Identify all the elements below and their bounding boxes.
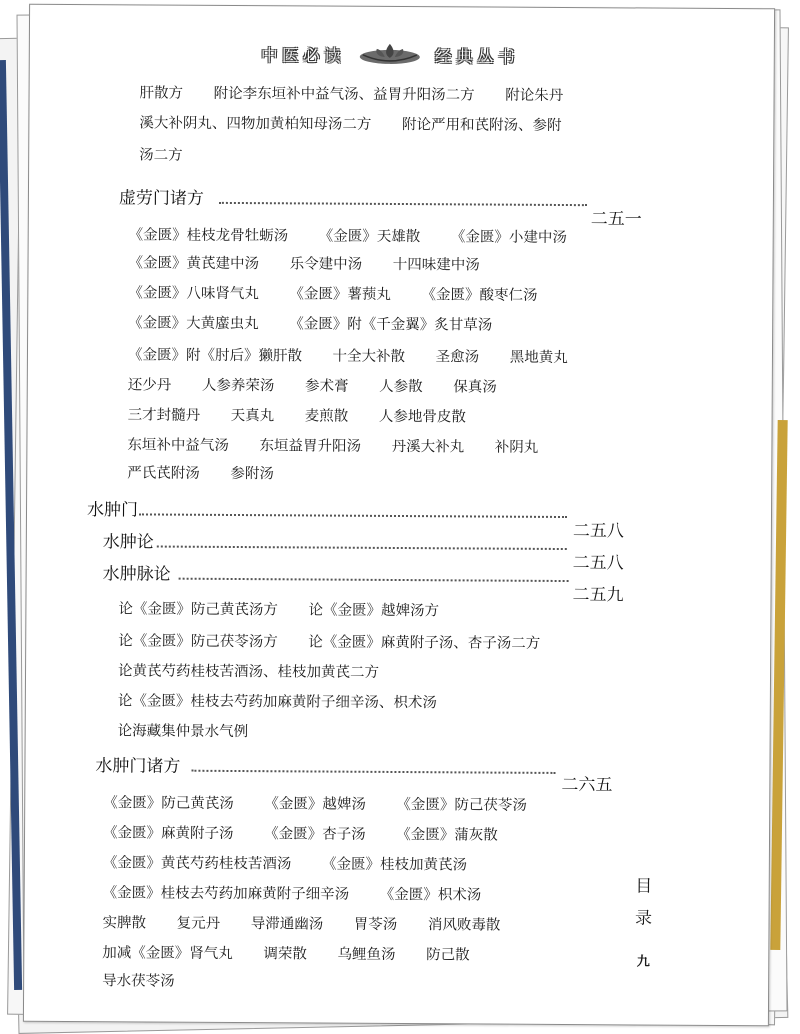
toc-entry: 人参养荣汤 (201, 377, 275, 395)
toc-entry: 复元丹 (176, 915, 221, 932)
toc-line (118, 719, 275, 741)
intro-line-3 (139, 143, 209, 164)
toc-line (103, 821, 524, 845)
folio-page-number: 九 (636, 954, 650, 970)
toc-entry: 《金匮》天雄散 (318, 228, 421, 246)
toc-entry: 导水茯苓汤 (102, 973, 175, 990)
lotus-ornament-icon (355, 41, 425, 67)
toc-entry: 导滞通幽汤 (250, 916, 324, 933)
leader-dots (191, 770, 555, 774)
toc-entry: 《金匮》麻黄附子汤 (103, 825, 234, 842)
toc-entry: 《金匮》越婢汤 (264, 796, 366, 813)
toc-entry: 论《金匮》桂枝去芍药加麻黄附子细辛汤、枳术汤 (117, 693, 437, 712)
intro-line-1 (140, 81, 590, 105)
toc-entry: 调荣散 (263, 946, 307, 963)
toc-entry: 《金匮》八味肾气丸 (128, 285, 259, 303)
toc-line (128, 403, 492, 426)
intro-line-2 (139, 111, 587, 135)
toc-line (118, 659, 405, 682)
toc-entry: 人参散 (379, 378, 423, 396)
toc-entry: 实脾散 (102, 915, 147, 932)
toc-entry: 加减《金匮》肾气丸 (102, 945, 233, 962)
header-series-left: 中医必读 (260, 45, 345, 67)
toc-entry: 消风败毒散 (427, 917, 501, 934)
toc-entry: 《金匮》附《千金翼》炙甘草汤 (289, 316, 493, 334)
toc-entry: 《金匮》防己茯苓汤 (396, 796, 527, 814)
section-heading: 虚劳门诸方 (118, 188, 204, 209)
toc-entry: 麦煎散 (304, 408, 349, 425)
page-number: 二五一 (590, 209, 642, 230)
toc-entry: 附论严用和芪附汤、参附 (401, 117, 562, 134)
toc-entry: 天真丸 (230, 407, 275, 425)
toc-entry: 附论朱丹 (505, 87, 564, 104)
toc-line (128, 281, 563, 305)
toc-entry: 保真汤 (453, 379, 497, 396)
leader-dots (219, 202, 587, 206)
section-heading: 水肿门 (86, 500, 139, 521)
toc-entry: 论《金匮》麻黄附子汤、杏子汤二方 (308, 634, 541, 652)
toc-entry: 乐令建中汤 (289, 256, 363, 273)
side-label-char: 目 (635, 876, 653, 897)
section-heading: 水肿论 (102, 532, 154, 553)
toc-line (102, 911, 526, 935)
toc-entry: 肝散方 (139, 85, 184, 102)
toc-line (102, 941, 495, 964)
page-number: 二五九 (572, 585, 624, 606)
toc-entry: 十全大补散 (332, 348, 406, 366)
document-page (23, 4, 775, 1027)
toc-entry: 《金匮》枳术汤 (379, 886, 482, 904)
toc-entry: 论海藏集仲景水气例 (117, 723, 249, 741)
toc-entry: 胃苓汤 (353, 916, 398, 933)
toc-line (128, 343, 594, 367)
page-number: 二六五 (561, 774, 613, 796)
toc-entry: 补阴丸 (494, 439, 539, 456)
page-number: 二五八 (572, 553, 624, 574)
toc-entry: 黑地黄丸 (509, 349, 568, 367)
header-series-right: 经典丛书 (434, 46, 519, 68)
toc-line (118, 629, 566, 653)
toc-line (103, 851, 493, 874)
toc-entry: 十四味建中汤 (392, 256, 480, 274)
toc-entry: 还少丹 (127, 377, 172, 394)
page-number: 二五八 (572, 521, 624, 542)
toc-entry: 溪大补阴丸、四物加黄柏知母汤二方 (139, 115, 372, 133)
toc-entry: 《金匮》桂枝去芍药加麻黄附子细辛汤 (102, 885, 350, 903)
toc-line (128, 251, 505, 274)
toc-entry: 论《金匮》防己黄芪汤方 (118, 601, 278, 619)
toc-line (118, 597, 465, 620)
toc-entry: 参术膏 (304, 378, 349, 395)
toc-entry: 丹溪大补丸 (391, 438, 465, 456)
toc-entry: 东垣补中益气汤 (127, 437, 229, 454)
toc-line (129, 223, 593, 247)
toc-entry: 《金匮》蒲灰散 (396, 826, 498, 844)
leader-dots (179, 578, 569, 582)
toc-entry: 《金匮》黄芪建中汤 (128, 255, 260, 273)
section-heading: 水肿门诸方 (95, 756, 181, 777)
toc-entry: 三才封髓丹 (127, 407, 201, 424)
leader-dots (157, 546, 567, 551)
toc-entry: 论《金匮》防己茯苓汤方 (118, 633, 278, 651)
toc-entry: 论《金匮》越婢汤方 (308, 602, 440, 620)
toc-line (103, 881, 508, 904)
toc-line (103, 791, 553, 815)
toc-entry: 汤二方 (139, 147, 183, 164)
toc-entry: 《金匮》桂枝加黄芪汤 (321, 856, 468, 874)
toc-entry: 论黄芪芍药桂枝苦酒汤、桂枝加黄芪二方 (117, 663, 380, 681)
toc-entry: 东垣益胃升阳汤 (259, 438, 362, 455)
toc-line (118, 689, 463, 712)
toc-entry: 参附汤 (230, 465, 274, 483)
section-heading: 水肿脉论 (102, 564, 171, 585)
toc-entry: 人参地骨皮散 (378, 408, 466, 426)
toc-entry: 乌鲤鱼汤 (337, 946, 396, 963)
toc-line (128, 373, 523, 396)
toc-entry: 《金匮》小建中汤 (450, 229, 567, 247)
running-header (240, 38, 540, 70)
toc-entry: 《金匮》黄芪芍药桂枝苦酒汤 (102, 855, 292, 873)
side-label-char: 录 (634, 908, 653, 929)
toc-entry: 圣愈汤 (435, 349, 480, 366)
toc-entry: 严氏芪附汤 (127, 465, 200, 482)
section-side-label (632, 870, 654, 934)
toc-entry: 《金匮》附《肘后》獭肝散 (127, 347, 303, 365)
toc-line (127, 461, 300, 483)
toc-entry: 《金匮》酸枣仁汤 (421, 287, 538, 304)
toc-line (102, 969, 201, 991)
toc-entry: 《金匮》大黄䗪虫丸 (128, 315, 259, 333)
toc-entry: 《金匮》防己黄芪汤 (103, 795, 234, 812)
toc-entry: 附论李东垣补中益气汤、益胃升阳汤二方 (213, 85, 475, 104)
toc-entry: 《金匮》杏子汤 (264, 826, 366, 843)
toc-line (127, 433, 564, 457)
toc-line (128, 311, 518, 334)
toc-entry: 防己散 (426, 947, 470, 964)
leader-dots (139, 513, 567, 518)
toc-entry: 《金匮》桂枝龙骨牡蛎汤 (128, 227, 289, 245)
toc-entry: 《金匮》薯蓣丸 (289, 286, 392, 303)
